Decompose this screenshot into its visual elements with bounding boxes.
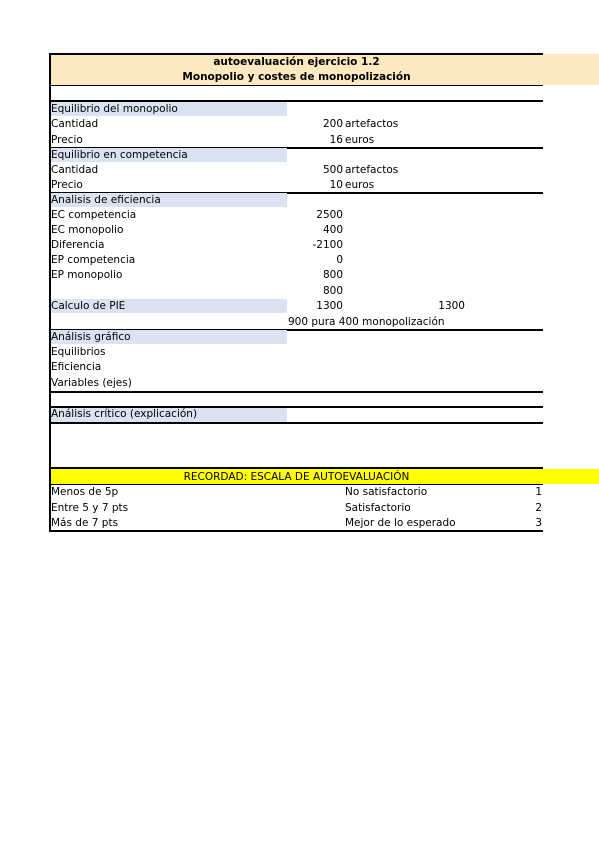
grafico-item: Equilibrios bbox=[51, 346, 106, 358]
section-critico-label: Análisis crítico (explicación) bbox=[51, 408, 198, 420]
diferencia-value: -2100 bbox=[312, 239, 343, 251]
competencia-precio-value: 10 bbox=[329, 179, 343, 191]
scale-score: 2 bbox=[535, 502, 542, 514]
section-grafico-label: Análisis gráfico bbox=[51, 331, 131, 343]
ep-monopolio-value: 800 bbox=[322, 269, 343, 281]
scale-desc: Mejor de lo esperado bbox=[345, 517, 456, 529]
ep-monopolio-label: EP monopolio bbox=[51, 269, 123, 281]
divider bbox=[50, 85, 543, 86]
monopolio-cantidad-label: Cantidad bbox=[51, 118, 99, 130]
competencia-precio-unit: euros bbox=[345, 179, 375, 191]
page-subtitle: Monopolio y costes de monopolización bbox=[182, 71, 411, 83]
page-title: autoevaluación ejercicio 1.2 bbox=[213, 56, 380, 68]
monopolio-precio-unit: euros bbox=[345, 134, 375, 146]
divider bbox=[50, 484, 543, 485]
pie-label: Calculo de PIE bbox=[51, 300, 126, 312]
competencia-cantidad-unit: artefactos bbox=[345, 164, 399, 176]
section-monopolio-label: Equilibrio del monopolio bbox=[51, 103, 178, 115]
monopolio-cantidad-unit: artefactos bbox=[345, 118, 399, 130]
ec-monopolio-value: 400 bbox=[322, 224, 343, 236]
divider bbox=[50, 422, 543, 424]
scale-desc: No satisfactorio bbox=[345, 486, 428, 498]
ec-competencia-label: EC competencia bbox=[51, 209, 137, 221]
monopolio-precio-value: 16 bbox=[329, 134, 343, 146]
ep-competencia-value: 0 bbox=[336, 254, 343, 266]
ep-competencia-label: EP competencia bbox=[51, 254, 136, 266]
ec-competencia-value: 2500 bbox=[316, 209, 343, 221]
divider bbox=[50, 391, 543, 393]
diferencia-label: Diferencia bbox=[51, 239, 105, 251]
monopolio-precio-label: Precio bbox=[51, 134, 83, 146]
table-left-border bbox=[49, 53, 51, 532]
scale-score: 3 bbox=[535, 517, 542, 529]
section-competencia-label: Equilibrio en competencia bbox=[51, 149, 188, 161]
section-eficiencia-label: Analisis de eficiencia bbox=[51, 194, 161, 206]
pie-note: 900 pura 400 monopolización bbox=[288, 316, 445, 328]
scale-desc: Satisfactorio bbox=[345, 502, 411, 514]
ec-monopolio-label: EC monopolio bbox=[51, 224, 124, 236]
scale-score: 1 bbox=[535, 486, 542, 498]
competencia-precio-label: Precio bbox=[51, 179, 83, 191]
scale-range: Entre 5 y 7 pts bbox=[51, 502, 129, 514]
scale-title: RECORDAD: ESCALA DE AUTOEVALUACIÓN bbox=[183, 471, 410, 483]
monopolio-cantidad-value: 200 bbox=[322, 118, 343, 130]
grafico-item: Variables (ejes) bbox=[51, 377, 132, 389]
ep-extra-value: 800 bbox=[322, 285, 343, 297]
pie-value: 1300 bbox=[316, 300, 343, 312]
divider bbox=[50, 530, 543, 532]
pie-value-2: 1300 bbox=[438, 300, 465, 312]
scale-range: Más de 7 pts bbox=[51, 517, 119, 529]
grafico-item: Eficiencia bbox=[51, 361, 102, 373]
scale-range: Menos de 5p bbox=[51, 486, 119, 498]
competencia-cantidad-value: 500 bbox=[322, 164, 343, 176]
competencia-cantidad-label: Cantidad bbox=[51, 164, 99, 176]
